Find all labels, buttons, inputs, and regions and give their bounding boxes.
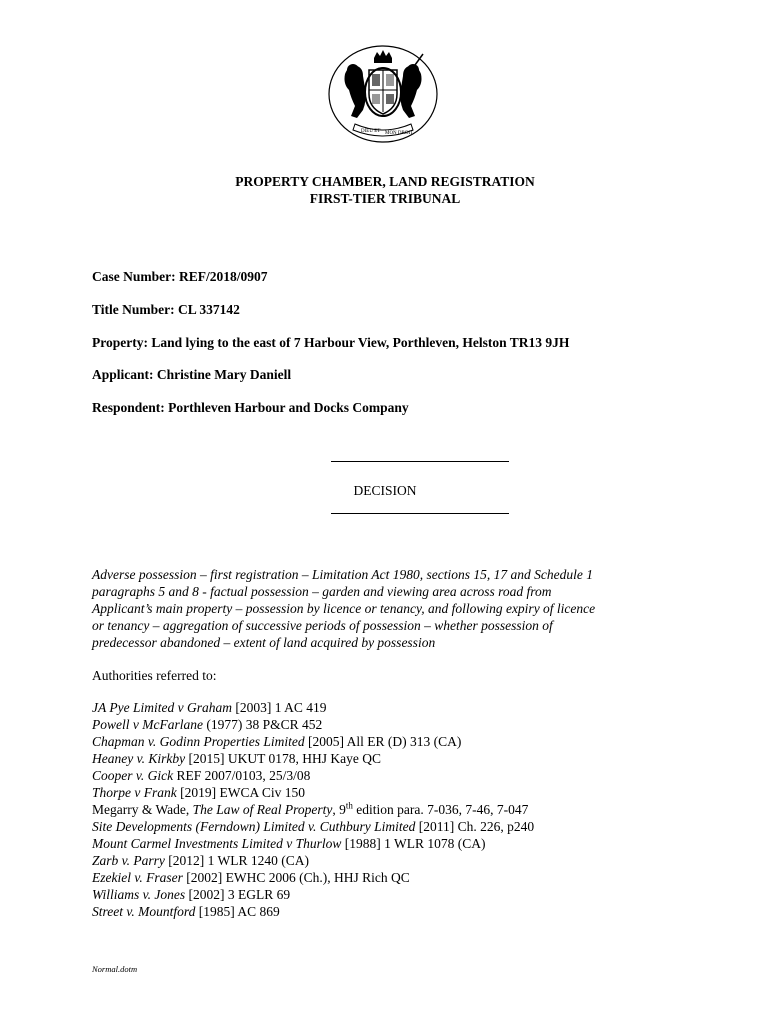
catchwords-line: or tenancy – aggregation of successive periods of possession – whether possession of: [92, 618, 553, 633]
authority-item: JA Pye Limited v Graham [2003] 1 AC 419: [92, 700, 327, 715]
property: Property: Land lying to the east of 7 Harbour View, Porthleven, Helston TR13 9JH: [92, 335, 570, 350]
authority-item: Mount Carmel Investments Limited v Thurlow [1988] 1 WLR 1078 (CA): [92, 836, 486, 851]
crest-motto-right: MON DROIT: [385, 131, 414, 136]
catchwords-line: predecessor abandoned – extent of land acquired by possession: [92, 635, 436, 650]
catchwords: [92, 566, 682, 651]
catchwords-line: paragraphs 5 and 8 - factual possession – garden and viewing area across road from: [92, 584, 552, 599]
authority-item: Powell v McFarlane (1977) 38 P&CR 452: [92, 717, 323, 732]
tribunal-heading-line1: PROPERTY CHAMBER, LAND REGISTRATION: [235, 174, 535, 189]
catchwords-line: Adverse possession – first registration – Limitation Act 1980, sections 15, 17 and Schedule 1: [92, 567, 593, 582]
authority-item: Zarb v. Parry [2012] 1 WLR 1240 (CA): [92, 853, 309, 868]
applicant: Applicant: Christine Mary Daniell: [92, 367, 292, 382]
decision-rule-top: [331, 461, 509, 462]
authority-item: Street v. Mountford [1985] AC 869: [92, 904, 280, 919]
authority-item: Thorpe v Frank [2019] EWCA Civ 150: [92, 785, 305, 800]
case-number: Case Number: REF/2018/0907: [92, 269, 268, 284]
decision-label: DECISION: [353, 483, 417, 498]
authorities-label: Authorities referred to:: [92, 668, 217, 683]
respondent: Respondent: Porthleven Harbour and Docks Company: [92, 400, 409, 415]
title-number: Title Number: CL 337142: [92, 302, 240, 317]
authority-item: Heaney v. Kirkby [2015] UKUT 0178, HHJ Kaye QC: [92, 751, 381, 766]
authorities-list: [92, 699, 534, 920]
authority-item: Chapman v. Godinn Properties Limited [2005] All ER (D) 313 (CA): [92, 734, 462, 749]
authority-item: Williams v. Jones [2002] 3 EGLR 69: [92, 887, 291, 902]
authority-item: Site Developments (Ferndown) Limited v. Cuthbury Limited [2011] Ch. 226, p240: [92, 819, 535, 834]
crest-motto-left: DIEU ET: [361, 129, 381, 134]
authority-item: Cooper v. Gick REF 2007/0103, 25/3/08: [92, 768, 311, 783]
tribunal-heading-line2: FIRST-TIER TRIBUNAL: [309, 191, 461, 206]
royal-coat-of-arms: [327, 44, 439, 144]
authority-item-megarry: Megarry & Wade, The Law of Real Property, 9th edition para. 7-036, 7-46, 7-047: [92, 800, 529, 817]
decision-rule-bottom: [331, 513, 509, 514]
footer-template-name: Normal.dotm: [92, 964, 138, 974]
catchwords-line: Applicant’s main property – possession by licence or tenancy, and following expiry of licence: [92, 601, 596, 616]
authority-item: Ezekiel v. Fraser [2002] EWHC 2006 (Ch.), HHJ Rich QC: [92, 870, 410, 885]
